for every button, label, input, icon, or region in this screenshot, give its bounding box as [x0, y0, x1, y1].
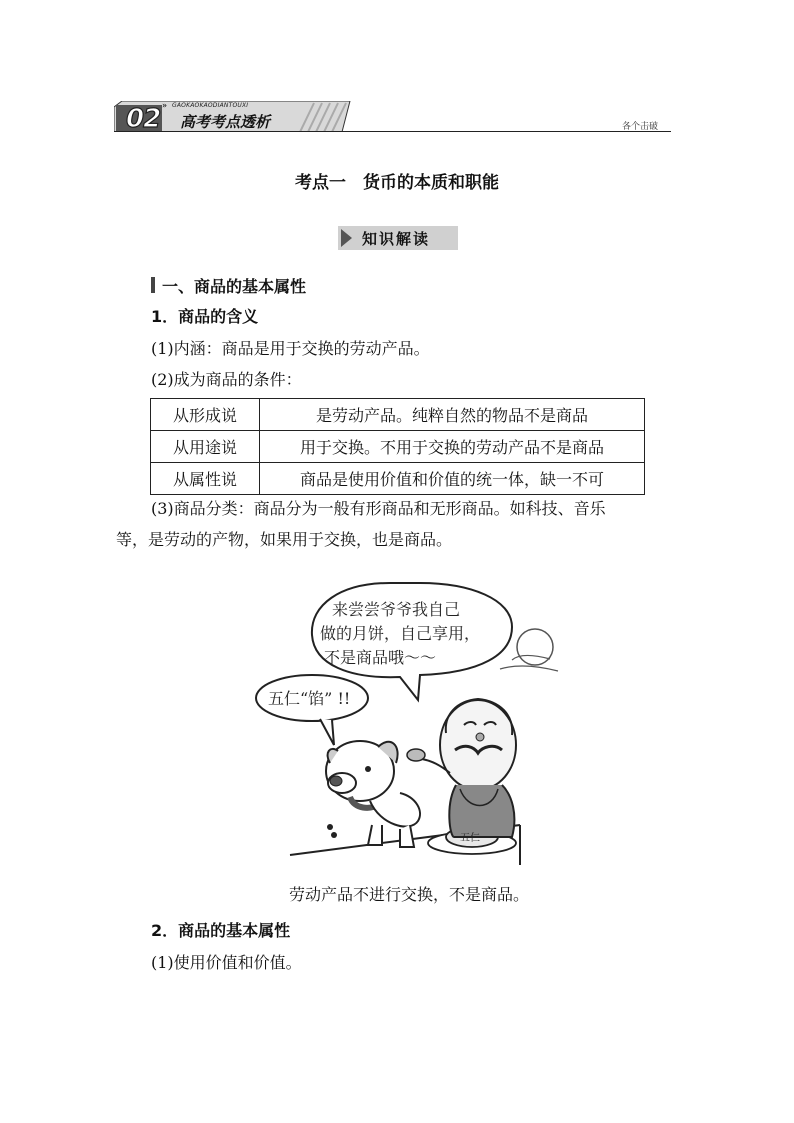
speech-line-3: 不是商品哦～～: [324, 648, 437, 667]
cartoon-illustration: [250, 575, 560, 875]
banner-title: 高考考点透析: [180, 113, 271, 131]
paragraph-classification-2: 等，是劳动的产物，如果用于交换，也是商品。: [116, 530, 453, 549]
table-cell-key: 从用途说: [151, 431, 260, 463]
subheading-1: 1．商品的含义: [151, 307, 259, 326]
table-cell-key: 从形成说: [151, 399, 260, 431]
table-cell-value: 用于交换。不用于交换的劳动产品不是商品: [260, 431, 645, 463]
conditions-table: [150, 398, 645, 495]
paragraph-classification-1: (3)商品分类：商品分为一般有形商品和无形商品。如科技、音乐: [151, 499, 606, 518]
table-row: [151, 431, 645, 463]
header-right-label: 各个击破: [622, 122, 659, 132]
illustration-caption: 劳动产品不进行交换，不是商品。: [288, 885, 529, 904]
dog-speech: 五仁“馅” !!: [268, 689, 351, 708]
table-row: [151, 399, 645, 431]
speech-line-2: 做的月饼，自己享用，: [320, 624, 481, 643]
paragraph-use-value: (1)使用价值和价值。: [151, 953, 302, 972]
table-cell-value: 是劳动产品。纯粹自然的物品不是商品: [260, 399, 645, 431]
knowledge-badge: [338, 226, 458, 250]
header-rule: [114, 131, 671, 132]
banner-arrows: »: [162, 100, 167, 110]
speech-line-1: 来尝尝爷爷我自己: [332, 600, 461, 619]
cartoon-drawing: [250, 575, 560, 875]
mooncake-label: 五仁: [460, 833, 480, 844]
heading-1: 一、商品的基本属性: [162, 277, 307, 296]
paragraph-conditions: (2)成为商品的条件：: [151, 370, 302, 389]
section-title: 考点一 货币的本质和职能: [295, 173, 499, 193]
table-row: [151, 463, 645, 495]
subheading-2: 2．商品的基本属性: [151, 921, 291, 940]
section-banner: [114, 101, 354, 132]
badge-label: 知识解读: [362, 230, 431, 248]
table-cell-key: 从属性说: [151, 463, 260, 495]
heading-marker: [151, 277, 155, 293]
table-cell-value: 商品是使用价值和价值的统一体，缺一不可: [260, 463, 645, 495]
banner-pinyin: GAOKAOKAODIANTOUXI: [172, 102, 249, 109]
paragraph-connotation: (1)内涵：商品是用于交换的劳动产品。: [151, 339, 430, 358]
banner-number: 02: [126, 104, 161, 134]
